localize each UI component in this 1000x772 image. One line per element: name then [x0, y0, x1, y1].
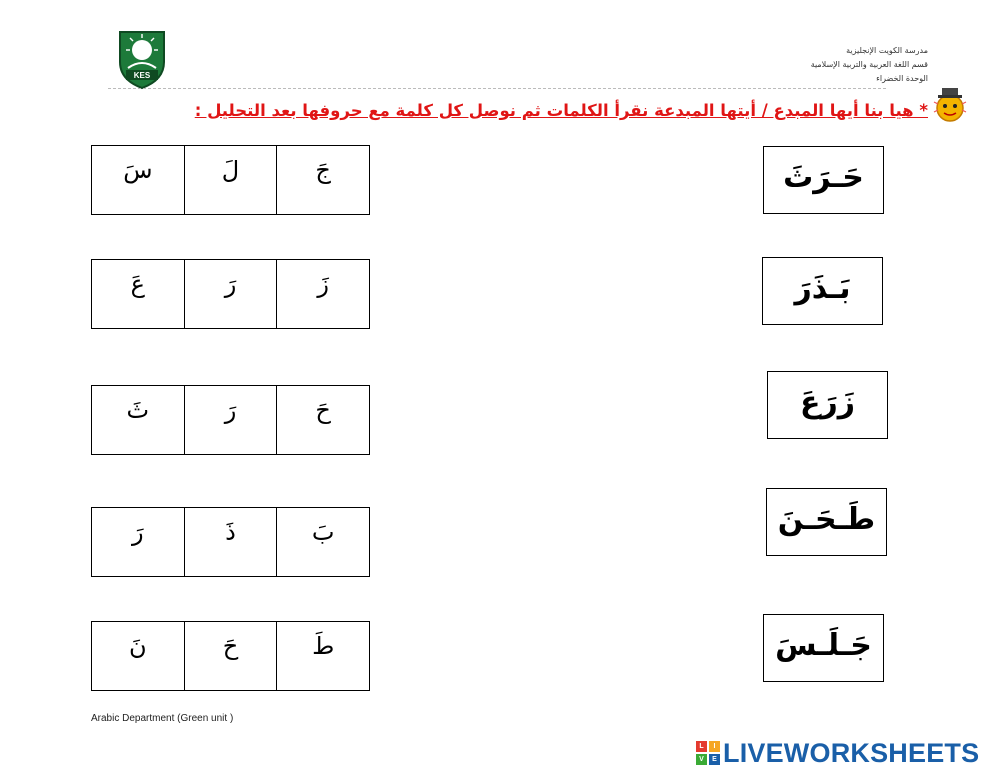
word-box[interactable]: طَـحَـنَ [766, 488, 887, 556]
word-box[interactable]: جَـلَـسَ [763, 614, 884, 682]
letter-table [91, 259, 370, 329]
liveworksheets-logo[interactable] [696, 736, 979, 770]
word-box[interactable]: حَـرَثَ [763, 146, 884, 214]
letter-cell: سَ [123, 156, 153, 184]
letter-cell: نَ [129, 632, 147, 660]
letter-cell: رَ [184, 386, 277, 454]
letter-cell: ذَ [184, 508, 277, 576]
icon-letter: I [709, 741, 720, 752]
letter-cell: حَ [276, 386, 369, 454]
letter-cell: بَ [276, 508, 369, 576]
brand-name: LIVEWORKSHEETS [723, 737, 980, 768]
school-logo [114, 28, 170, 90]
letter-cell: حَ [184, 622, 277, 690]
school-line: الوحدة الخضراء [876, 74, 928, 83]
logo-text: KES [133, 71, 151, 80]
header-divider [108, 88, 886, 89]
word-box[interactable]: بَـذَرَ [762, 257, 883, 325]
icon-letter: E [709, 754, 720, 765]
letter-cell: جَ [276, 146, 369, 214]
mascot-icon [932, 82, 968, 126]
letter-cell: طَ [276, 622, 369, 690]
letter-cell: لَ [184, 146, 277, 214]
icon-letter: L [696, 741, 707, 752]
letter-table [91, 621, 370, 691]
letter-cell: رَ [132, 518, 144, 546]
letter-cell: رَ [184, 260, 277, 328]
liveworksheets-icon [696, 741, 720, 765]
school-line: قسم اللغة العربية والتربية الإسلامية [810, 60, 928, 69]
icon-letter: V [696, 754, 707, 765]
school-line: مدرسة الكويت الإنجليزية [846, 46, 928, 55]
word-box[interactable]: زَرَعَ [767, 371, 888, 439]
letter-table [91, 145, 370, 215]
letter-cell: زَ [276, 260, 369, 328]
letter-table [91, 385, 370, 455]
letter-cell: عَ [130, 270, 145, 298]
footer-text: Arabic Department (Green unit ) [91, 713, 234, 724]
instruction-text: * هيا بنا أيها المبدع / أيتها المبدعة نقرأ الكلمات ثم نوصل كل كلمة مع حروفها بعد التحليل : [194, 101, 928, 120]
letter-cell: ثَ [126, 396, 150, 424]
school-info [708, 44, 928, 86]
letter-table [91, 507, 370, 577]
